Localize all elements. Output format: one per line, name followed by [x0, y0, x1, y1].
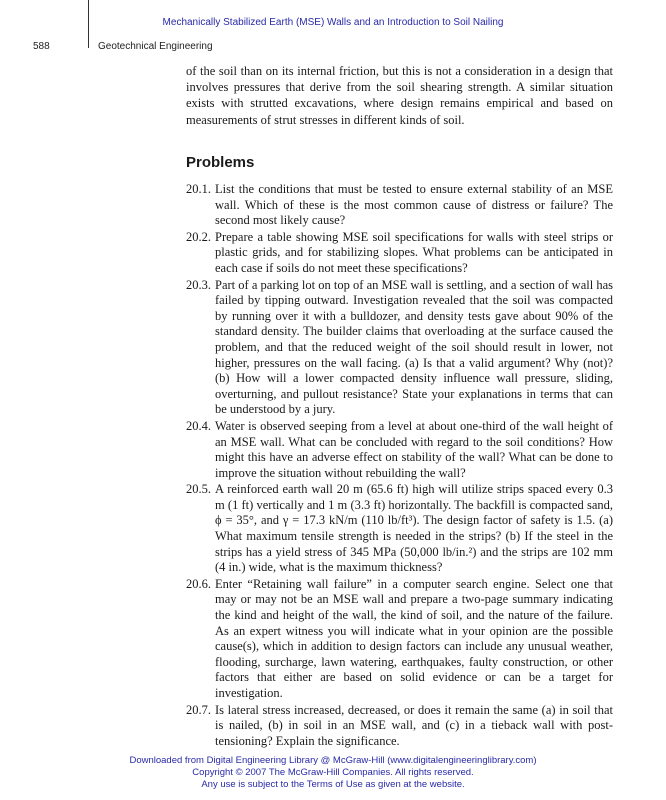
- header-divider: [88, 0, 89, 48]
- page-number: 588: [33, 41, 50, 52]
- problem-text: Part of a parking lot on top of an MSE wall is settling, and a section of wall has failed by tipping outward. Investigation revealed that the soil was compacted by running over it with a bulldozer, and density tests gave about 90% of the standard density. The builder claims that overloading at the surface caused the problem, and that the reduced weight of the soil should result in lower, not higher, pressures on the wall facing. (a) Is that a valid argument? Why (not)? (b) How will a lower compacted density influence wall pressure, sliding, overturning, and pullout resistance? State your explanations in terms that can be understood by a jury.: [215, 277, 613, 417]
- chapter-title: Mechanically Stabilized Earth (MSE) Walls and an Introduction to Soil Nailing: [162, 17, 504, 28]
- problems-list: [186, 182, 613, 750]
- problem-number: 20.1.: [186, 182, 211, 196]
- problem-number: 20.3.: [186, 277, 211, 292]
- problem-number: 20.2.: [186, 229, 211, 244]
- problem-item: [186, 577, 613, 702]
- problem-item: [186, 230, 613, 277]
- problem-number: 20.5.: [186, 482, 211, 497]
- problem-number: 20.4.: [186, 418, 211, 433]
- intro-paragraph: of the soil than on its internal friction, but this is not a consideration in a design that involves pressures that derive from the soil shearing strength. A similar situation exists with strutted excavations, where design remains empirical and based on measurements of strut stresses in different kinds of soil.: [186, 64, 613, 127]
- footer-copyright-line: Copyright © 2007 The McGraw-Hill Companies. All rights reserved.: [192, 767, 474, 778]
- problem-item: [186, 278, 613, 418]
- problem-item: [186, 703, 613, 750]
- problem-item: [186, 182, 613, 229]
- problem-text: Enter “Retaining wall failure” in a computer search engine. Select one that may or may not be an MSE wall and prepare a two-page summary indicating the kind and height of the wall, the kind of soil, and the nature of the failure. As an expert witness you will indicate what in your opinion are the possible cause(s), which in addition to design factors can include any unusual weather, flooding, surcharge, lawn watering, earthquakes, faulty construction, or other factors that either are based on solid evidence or can be a target for investigation.: [215, 576, 613, 700]
- problem-item: [186, 419, 613, 481]
- problem-text: Prepare a table showing MSE soil specifications for walls with steel strips or plastic grids, and for stabilizing slopes. What problems can be anticipated in each case if soils do not meet these specifications?: [215, 229, 613, 275]
- problem-text: List the conditions that must be tested to ensure external stability of an MSE wall. Which of these is the most common cause of distress or failure? The second most likely cause?: [215, 182, 613, 228]
- running-head: Geotechnical Engineering: [98, 41, 213, 52]
- problem-text: Is lateral stress increased, decreased, or does it remain the same (a) in soil that is nailed, (b) in soil in an MSE wall, and (c) in a tieback wall with post-tensioning? Explain the significance.: [215, 702, 613, 748]
- footer-terms-line: Any use is subject to the Terms of Use as given at the website.: [201, 779, 465, 790]
- problem-number: 20.6.: [186, 576, 211, 591]
- footer-download-line: Downloaded from Digital Engineering Library @ McGraw-Hill (www.digitalengineeringlibrary.com): [129, 755, 537, 766]
- section-heading: Problems: [186, 154, 255, 171]
- problem-item: [186, 482, 613, 576]
- footer: [0, 755, 666, 791]
- problem-text: Water is observed seeping from a level at about one-third of the wall height of an MSE wall. What can be concluded with regard to the soil conditions? How might this have an adverse effect on stability of the wall? What can be done to improve the situation without rebuilding the wall?: [215, 418, 613, 480]
- problem-text: A reinforced earth wall 20 m (65.6 ft) high will utilize strips spaced every 0.3 m (1 ft) vertically and 1 m (3.3 ft) horizontally. The backfill is compacted sand, ϕ = 35°, and γ = 17.3 kN/m (110 lb/ft³). The design factor of safety is 1.5. (a) What maximum tensile strength is needed in the strips? (b) If the steel in the strips has a yield stress of 345 MPa (50,000 lb/in.²) and the strips are 102 mm (4 in.) wide, what is the maximum thickness?: [215, 482, 613, 575]
- problem-number: 20.7.: [186, 702, 211, 717]
